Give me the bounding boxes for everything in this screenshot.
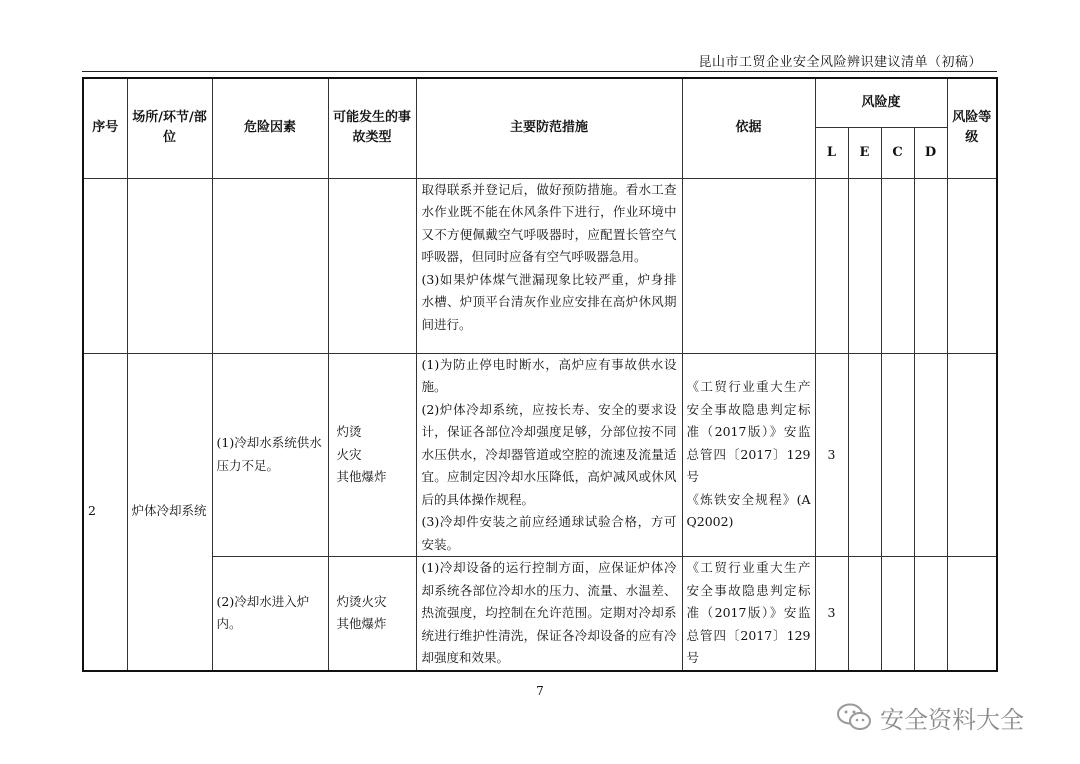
hazard-cell: (1)冷却水系统供水压力不足。 <box>212 353 328 557</box>
header-e: E <box>848 127 881 178</box>
table-row <box>83 557 997 671</box>
basis-cell: 《工贸行业重大生产安全事故隐患判定标准（2017版）》安监总管四〔2017〕129号 <box>682 557 815 671</box>
table-row-continuation <box>83 178 997 353</box>
header-rule <box>82 71 997 72</box>
header-place: 场所/环节/部位 <box>127 78 212 178</box>
measures-cell: (1)为防止停电时断水，高炉应有事故供水设施。 (2)炉体冷却系统，应按长寿、安全的要求设计，保证各部位冷却强度足够，分部位按不同水压供水，冷却器管道或空腔的流速及流量适宜。应制定因冷却水压降低，高炉减风或休风后的具体操作规程。 (3)冷却件安装之前应经通球试验合格，方可安装。 <box>416 353 682 557</box>
watermark-text: 安全资料大全 <box>880 705 1024 734</box>
watermark <box>836 700 1024 734</box>
table-row <box>83 353 997 557</box>
place-cell: 炉体冷却系统 <box>127 353 212 671</box>
header-row-1 <box>83 78 997 127</box>
header-l: L <box>815 127 848 178</box>
seq-cell: 2 <box>83 353 127 671</box>
header-basis: 依据 <box>682 78 815 178</box>
header-d: D <box>914 127 947 178</box>
header-hazard: 危险因素 <box>212 78 328 178</box>
wechat-icon <box>836 702 872 732</box>
measures-cell: 取得联系并登记后，做好预防措施。看水工查水作业既不能在休风条件下进行，作业环境中又不方便佩戴空气呼吸器时，应配置长管空气呼吸器，但同时应备有空气呼吸器急用。 (3)如果炉体煤气泄漏现象比较严重，炉身排水槽、炉顶平台清灰作业应安排在高炉休风期间进行。 <box>416 178 682 353</box>
page-number: 7 <box>536 684 544 698</box>
accident-cell: 灼烫火灾 其他爆炸 <box>328 557 416 671</box>
header-risk: 风险度 <box>815 78 947 127</box>
measures-cell: (1)冷却设备的运行控制方面，应保证炉体冷却系统各部位冷却水的压力、流量、水温差、热流强度，均控制在允许范围。定期对冷却系统进行维护性清洗，保证各冷却设备的应有冷却强度和效果。 <box>416 557 682 671</box>
header-measures: 主要防范措施 <box>416 78 682 178</box>
basis-cell: 《工贸行业重大生产安全事故隐患判定标准（2017版）》安监总管四〔2017〕129号 《炼铁安全规程》(AQ2002) <box>682 353 815 557</box>
risk-table <box>82 77 998 672</box>
header-accident: 可能发生的事故类型 <box>328 78 416 178</box>
header-seq: 序号 <box>83 78 127 178</box>
l-value-cell: 3 <box>815 353 848 557</box>
header-c: C <box>881 127 914 178</box>
document-title: 昆山市工贸企业安全风险辨识建议清单（初稿） <box>698 55 982 70</box>
hazard-cell: (2)冷却水进入炉内。 <box>212 557 328 671</box>
accident-cell: 灼烫 火灾 其他爆炸 <box>328 353 416 557</box>
l-value-cell: 3 <box>815 557 848 671</box>
header-level: 风险等级 <box>947 78 997 178</box>
